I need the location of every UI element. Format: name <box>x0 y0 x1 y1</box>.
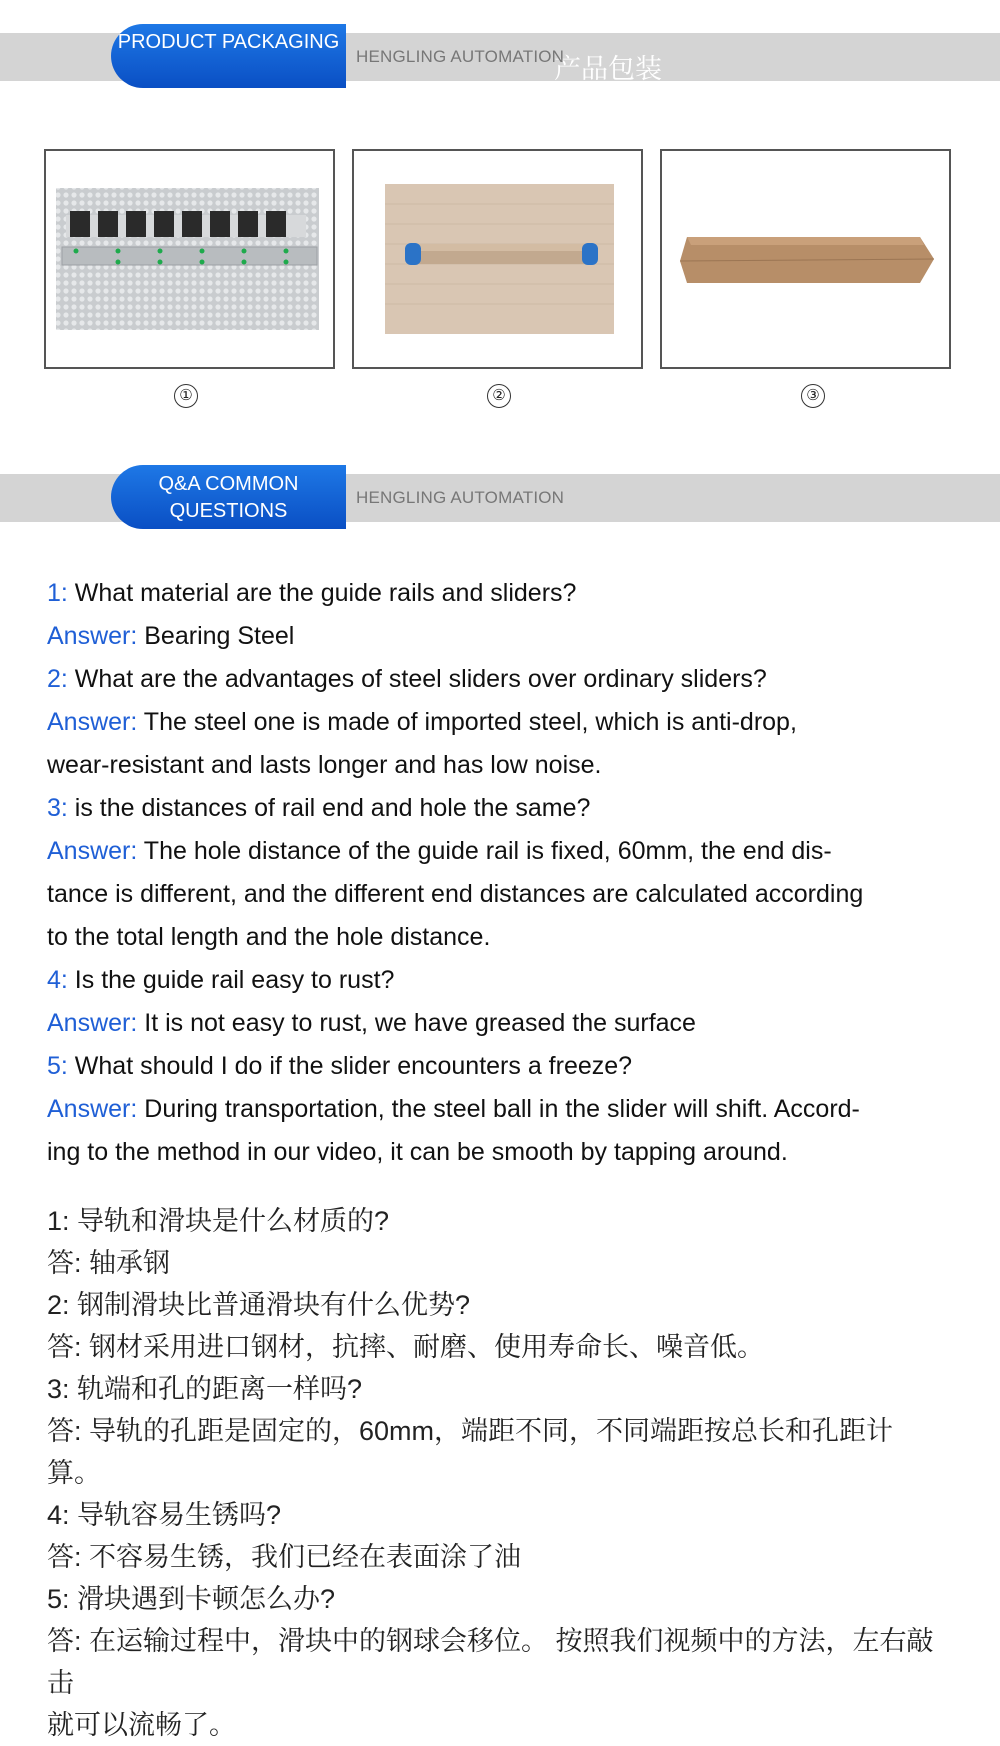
question-3 <box>47 787 947 830</box>
answer-text: The steel one is made of imported steel, which is anti-drop, <box>137 708 797 736</box>
answer-3 <box>47 830 947 873</box>
tag-qa-line2: QUESTIONS <box>169 500 288 522</box>
question-text: Is the guide rail easy to rust? <box>67 966 395 994</box>
carton-box-image <box>662 151 949 367</box>
package-label-2: ② <box>487 384 511 408</box>
question-5 <box>47 1045 947 1088</box>
band-brand-text: HENGLING AUTOMATION <box>356 47 565 66</box>
answer-3-cont-1: tance is different, and the different end distances are calculated according <box>47 880 864 908</box>
section-tag-qa <box>111 465 346 529</box>
question-text: What should I do if the slider encounters a freeze? <box>67 1052 633 1080</box>
package-label-3: ③ <box>801 384 825 408</box>
question-4 <box>47 959 947 1002</box>
question-text: What are the advantages of steel sliders over ordinary sliders? <box>67 665 767 693</box>
package-photo-box <box>660 149 951 369</box>
answer-1 <box>47 615 947 658</box>
qa-english <box>47 572 947 1174</box>
band-brand-text-qa: HENGLING AUTOMATION <box>356 488 565 507</box>
answer-2-cont: wear-resistant and lasts longer and has low noise. <box>47 751 602 779</box>
question-number: 3: <box>47 794 68 822</box>
answer-text: It is not easy to rust, we have greased the surface <box>137 1009 696 1037</box>
answer-5 <box>47 1088 947 1131</box>
qa-chinese <box>47 1200 947 1746</box>
answer-text: During transportation, the steel ball in the slider will shift. Accord- <box>137 1095 860 1123</box>
question-number: 1: <box>47 579 68 607</box>
tag-title-zh: 产品包装 <box>554 54 662 84</box>
tag-qa-line1: Q&A COMMON <box>158 473 299 495</box>
answer-4 <box>47 1002 947 1045</box>
question-number: 4: <box>47 966 68 994</box>
answer-5-cont: ing to the method in our video, it can be smooth by tapping around. <box>47 1138 788 1166</box>
answer-2 <box>47 701 947 744</box>
tag-title-en: PRODUCT PACKAGING <box>117 31 340 53</box>
package-photo-rails <box>44 149 335 369</box>
zh-question-4: 4: 导轨容易生锈吗? <box>47 1500 282 1530</box>
answer-text: The hole distance of the guide rail is fixed, 60mm, the end dis- <box>137 837 832 865</box>
zh-answer-3: 答: 导轨的孔距是固定的，60mm，端距不同，不同端距按总长和孔距计算。 <box>47 1416 894 1488</box>
zh-answer-4: 答: 不容易生锈，我们已经在表面涂了油 <box>47 1542 522 1572</box>
zh-question-5: 5: 滑块遇到卡顿怎么办? <box>47 1584 336 1614</box>
answer-label: Answer: <box>47 622 138 650</box>
answer-label: Answer: <box>47 708 138 736</box>
answer-text: Bearing Steel <box>137 622 295 650</box>
question-2 <box>47 658 947 701</box>
rails-bubble-wrap-image <box>46 151 333 367</box>
zh-question-3: 3: 轨端和孔的距离一样吗? <box>47 1374 363 1404</box>
zh-question-1: 1: 导轨和滑块是什么材质的? <box>47 1206 390 1236</box>
paper-tube-image <box>354 151 641 367</box>
answer-label: Answer: <box>47 837 138 865</box>
zh-answer-5-cont: 就可以流畅了。 <box>47 1710 236 1740</box>
package-label-1: ① <box>174 384 198 408</box>
zh-question-2: 2: 钢制滑块比普通滑块有什么优势? <box>47 1290 471 1320</box>
zh-answer-5: 答: 在运输过程中，滑块中的钢球会移位。 按照我们视频中的方法，左右敲击 <box>47 1626 934 1698</box>
package-photo-tube <box>352 149 643 369</box>
zh-answer-2: 答: 钢材采用进口钢材，抗摔、耐磨、使用寿命长、噪音低。 <box>47 1332 765 1362</box>
question-text: is the distances of rail end and hole the same? <box>67 794 591 822</box>
question-text: What material are the guide rails and sliders? <box>67 579 577 607</box>
answer-label: Answer: <box>47 1009 138 1037</box>
question-number: 2: <box>47 665 68 693</box>
answer-3-cont-2: to the total length and the hole distance. <box>47 923 491 951</box>
question-1 <box>47 572 947 615</box>
zh-answer-1: 答: 轴承钢 <box>47 1248 171 1278</box>
question-number: 5: <box>47 1052 68 1080</box>
answer-label: Answer: <box>47 1095 138 1123</box>
